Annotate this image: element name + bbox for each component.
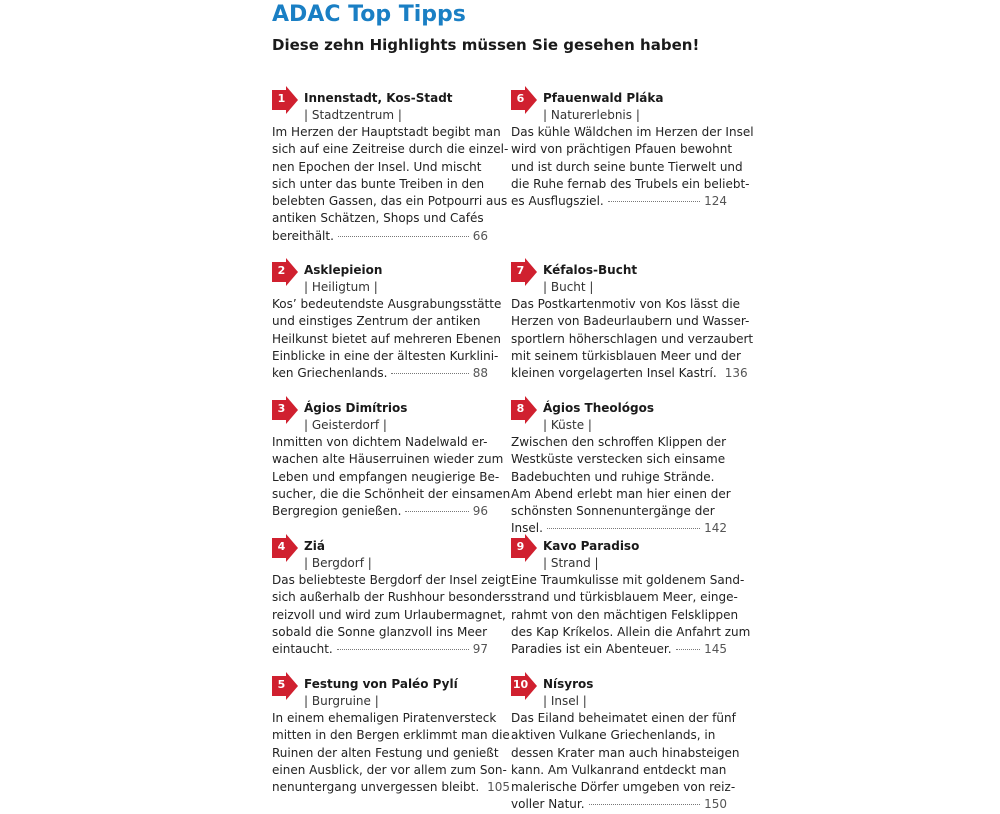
number-arrow-badge bbox=[272, 396, 298, 424]
dot-leader bbox=[589, 803, 701, 805]
entry-name: Ziá bbox=[304, 539, 325, 553]
page-reference[interactable]: 96 bbox=[472, 504, 488, 519]
badge-number: 5 bbox=[277, 678, 286, 691]
entry-description bbox=[272, 434, 511, 520]
description-line: Inmitten von dichtem Nadelwald er- bbox=[272, 435, 488, 449]
entry-category: | Insel | bbox=[543, 694, 587, 708]
entry-description bbox=[511, 296, 754, 382]
page-reference[interactable]: 105 bbox=[487, 780, 511, 795]
description-line: die Ruhe fernab des Trubels ein beliebt- bbox=[511, 176, 750, 191]
description-line: Das Eiland beheimatet einen der fünf bbox=[511, 711, 736, 725]
entry-header bbox=[511, 534, 727, 570]
description-last-line bbox=[511, 796, 727, 813]
description-line: bereithält. bbox=[272, 228, 334, 243]
number-arrow-badge bbox=[272, 86, 298, 114]
description-last-line bbox=[272, 779, 511, 796]
description-line: des Kap Kríkelos. Allein die Anfahrt zum bbox=[511, 624, 751, 639]
description-line: Ruinen der alten Festung und genießt bbox=[272, 745, 499, 760]
description-line: dessen Krater man auch hinabsteigen bbox=[511, 745, 740, 760]
page-reference[interactable]: 124 bbox=[704, 194, 727, 209]
top-tip-entry bbox=[511, 86, 754, 210]
entry-category: | Naturerlebnis | bbox=[543, 108, 640, 122]
page-reference[interactable]: 97 bbox=[472, 642, 488, 657]
entry-name: Ágios Theológos bbox=[543, 401, 654, 415]
description-line: Einblicke in eine der ältesten Kurklini- bbox=[272, 348, 499, 363]
description-last-line bbox=[272, 641, 488, 658]
entry-header bbox=[511, 672, 727, 708]
description-line: sich unter das bunte Treiben in den bbox=[272, 176, 485, 191]
description-line: Eine Traumkulisse mit goldenem Sand- bbox=[511, 573, 745, 587]
description-line: mit seinem türkisblauen Meer und der bbox=[511, 348, 741, 363]
entry-name: Innenstadt, Kos-Stadt bbox=[304, 91, 453, 105]
entry-category: | Bucht | bbox=[543, 280, 594, 294]
entry-category: | Stadtzentrum | bbox=[304, 108, 402, 122]
description-line: Im Herzen der Hauptstadt begibt man bbox=[272, 125, 501, 139]
description-line: strand und türkisblauem Meer, einge- bbox=[511, 590, 738, 605]
dot-leader bbox=[547, 527, 700, 529]
description-line: kleinen vorgelagerten Insel Kastrí. bbox=[511, 366, 717, 381]
description-line: Zwischen den schroffen Klippen der bbox=[511, 435, 727, 449]
description-line: Paradies ist ein Abenteuer. bbox=[511, 642, 672, 657]
description-line: antiken Schätzen, Shops und Cafés bbox=[272, 211, 484, 226]
entry-header bbox=[272, 396, 488, 432]
entry-category: | Strand | bbox=[543, 556, 599, 570]
description-line: nen Epochen der Insel. Und mischt bbox=[272, 159, 482, 174]
top-tip-entry bbox=[511, 672, 740, 814]
page-subtitle: Diese zehn Highlights müssen Sie gesehen haben! bbox=[272, 36, 700, 54]
top-tip-entry bbox=[511, 396, 731, 538]
number-arrow-badge bbox=[511, 534, 537, 562]
entry-header bbox=[272, 672, 488, 708]
description-line: malerische Dörfer umgeben von reiz- bbox=[511, 780, 736, 795]
badge-number: 4 bbox=[277, 540, 286, 553]
description-last-line bbox=[272, 503, 488, 520]
description-line: ken Griechenlands. bbox=[272, 366, 388, 381]
number-arrow-badge bbox=[272, 534, 298, 562]
entry-header bbox=[272, 534, 488, 570]
description-line: und ist durch seine bunte Tierwelt und bbox=[511, 159, 743, 174]
top-tip-entry bbox=[272, 534, 511, 658]
description-line: schönsten Sonnenuntergänge der bbox=[511, 504, 715, 519]
description-last-line bbox=[511, 193, 727, 210]
description-last-line bbox=[511, 641, 727, 658]
dot-leader bbox=[608, 200, 700, 202]
entry-category: | Burgruine | bbox=[304, 694, 379, 708]
top-tip-entry bbox=[272, 672, 511, 796]
entry-description bbox=[272, 572, 511, 658]
description-last-line bbox=[511, 365, 748, 382]
description-last-line bbox=[272, 228, 488, 245]
dot-leader bbox=[338, 235, 469, 237]
number-arrow-badge bbox=[511, 258, 537, 286]
number-arrow-badge bbox=[511, 396, 537, 424]
badge-number: 7 bbox=[516, 264, 525, 277]
dot-leader bbox=[405, 510, 468, 512]
badge-number: 6 bbox=[516, 92, 525, 105]
number-arrow-badge bbox=[511, 86, 537, 114]
description-line: wird von prächtigen Pfauen bewohnt bbox=[511, 142, 733, 157]
dot-leader bbox=[337, 648, 469, 650]
entry-description bbox=[272, 124, 509, 245]
page-reference[interactable]: 136 bbox=[724, 366, 748, 381]
description-line: wachen alte Häuserruinen wieder zum bbox=[272, 452, 504, 467]
top-tip-entry bbox=[272, 396, 511, 520]
description-last-line bbox=[272, 365, 488, 382]
entry-description bbox=[511, 572, 751, 658]
top-tip-entry bbox=[511, 258, 754, 382]
entry-name: Asklepieion bbox=[304, 263, 383, 277]
entry-name: Ágios Dimítrios bbox=[304, 401, 408, 415]
description-line: Das beliebteste Bergdorf der Insel zeigt bbox=[272, 573, 511, 587]
description-line: voller Natur. bbox=[511, 797, 585, 812]
description-line: Kos’ bedeutendste Ausgrabungsstätte bbox=[272, 297, 502, 311]
description-line: Badebuchten und ruhige Strände. bbox=[511, 469, 715, 484]
description-line: belebten Gassen, das ein Potpourri aus bbox=[272, 194, 508, 209]
description-line: Herzen von Badeurlaubern und Wasser- bbox=[511, 314, 750, 329]
description-line: sobald die Sonne glanzvoll ins Meer bbox=[272, 624, 488, 639]
top-tip-entry bbox=[511, 534, 751, 658]
entry-header bbox=[511, 396, 727, 432]
description-line: Westküste verstecken sich einsame bbox=[511, 452, 726, 467]
entry-description bbox=[511, 710, 740, 814]
entry-name: Pfauenwald Pláka bbox=[543, 91, 664, 105]
entry-description bbox=[511, 434, 731, 538]
entry-header bbox=[511, 86, 727, 122]
description-line: es Ausflugsziel. bbox=[511, 194, 604, 209]
description-line: Insel. bbox=[511, 521, 543, 536]
entry-category: | Bergdorf | bbox=[304, 556, 372, 570]
description-line: Das kühle Wäldchen im Herzen der Insel bbox=[511, 125, 754, 139]
page-reference[interactable]: 150 bbox=[704, 797, 727, 812]
page-reference[interactable]: 66 bbox=[472, 228, 488, 243]
entry-description bbox=[272, 710, 511, 796]
page-reference[interactable]: 142 bbox=[704, 521, 727, 536]
page-title: ADAC Top Tipps bbox=[272, 2, 466, 27]
page-reference[interactable]: 88 bbox=[472, 366, 488, 381]
description-line: aktiven Vulkane Griechenlands, in bbox=[511, 728, 716, 743]
number-arrow-badge bbox=[272, 672, 298, 700]
entry-category: | Küste | bbox=[543, 418, 592, 432]
description-line: kann. Am Vulkanrand entdeckt man bbox=[511, 762, 727, 777]
entry-header bbox=[511, 258, 727, 294]
description-line: einen Ausblick, der vor allem zum Son- bbox=[272, 762, 507, 777]
description-line: Bergregion genießen. bbox=[272, 504, 402, 519]
description-line: sucher, die die Schönheit der einsamen bbox=[272, 486, 511, 501]
description-line: mitten in den Bergen erklimmt man die bbox=[272, 728, 510, 743]
entry-header bbox=[272, 258, 488, 294]
dot-leader bbox=[676, 648, 701, 650]
badge-number: 10 bbox=[512, 678, 529, 691]
top-tip-entry bbox=[272, 86, 509, 245]
badge-number: 2 bbox=[277, 264, 286, 277]
description-line: In einem ehemaligen Piratenversteck bbox=[272, 711, 497, 725]
description-line: eintaucht. bbox=[272, 642, 333, 657]
description-line: Leben und empfangen neugierige Be- bbox=[272, 469, 500, 484]
number-arrow-badge bbox=[511, 672, 537, 700]
description-line: sportlern höherschlagen und verzaubert bbox=[511, 331, 754, 346]
description-line: sich auf eine Zeitreise durch die einzel- bbox=[272, 142, 509, 157]
badge-number: 3 bbox=[277, 402, 286, 415]
number-arrow-badge bbox=[272, 258, 298, 286]
description-line: Heilkunst bietet auf mehreren Ebenen bbox=[272, 331, 501, 346]
entry-category: | Heiligtum | bbox=[304, 280, 378, 294]
entry-name: Kavo Paradiso bbox=[543, 539, 640, 553]
dot-leader bbox=[391, 372, 468, 374]
description-line: Das Postkartenmotiv von Kos lässt die bbox=[511, 297, 741, 311]
entry-name: Festung von Paléo Pylí bbox=[304, 677, 458, 691]
description-line: rahmt von den mächtigen Felsklippen bbox=[511, 607, 739, 622]
entry-description bbox=[272, 296, 502, 382]
description-line: nenuntergang unvergessen bleibt. bbox=[272, 780, 480, 795]
entry-header bbox=[272, 86, 488, 122]
description-line: reizvoll und wird zum Urlaubermagnet, bbox=[272, 607, 506, 622]
entry-name: Kéfalos-Bucht bbox=[543, 263, 638, 277]
badge-number: 9 bbox=[516, 540, 525, 553]
top-tip-entry bbox=[272, 258, 502, 382]
description-line: sich außerhalb der Rushhour besonders bbox=[272, 590, 511, 605]
page-reference[interactable]: 145 bbox=[704, 642, 727, 657]
description-line: Am Abend erlebt man hier einen der bbox=[511, 486, 731, 501]
description-line: und einstiges Zentrum der antiken bbox=[272, 314, 481, 329]
entry-category: | Geisterdorf | bbox=[304, 418, 387, 432]
badge-number: 8 bbox=[516, 402, 525, 415]
badge-number: 1 bbox=[277, 92, 286, 105]
entry-name: Nísyros bbox=[543, 677, 594, 691]
entry-description bbox=[511, 124, 754, 210]
